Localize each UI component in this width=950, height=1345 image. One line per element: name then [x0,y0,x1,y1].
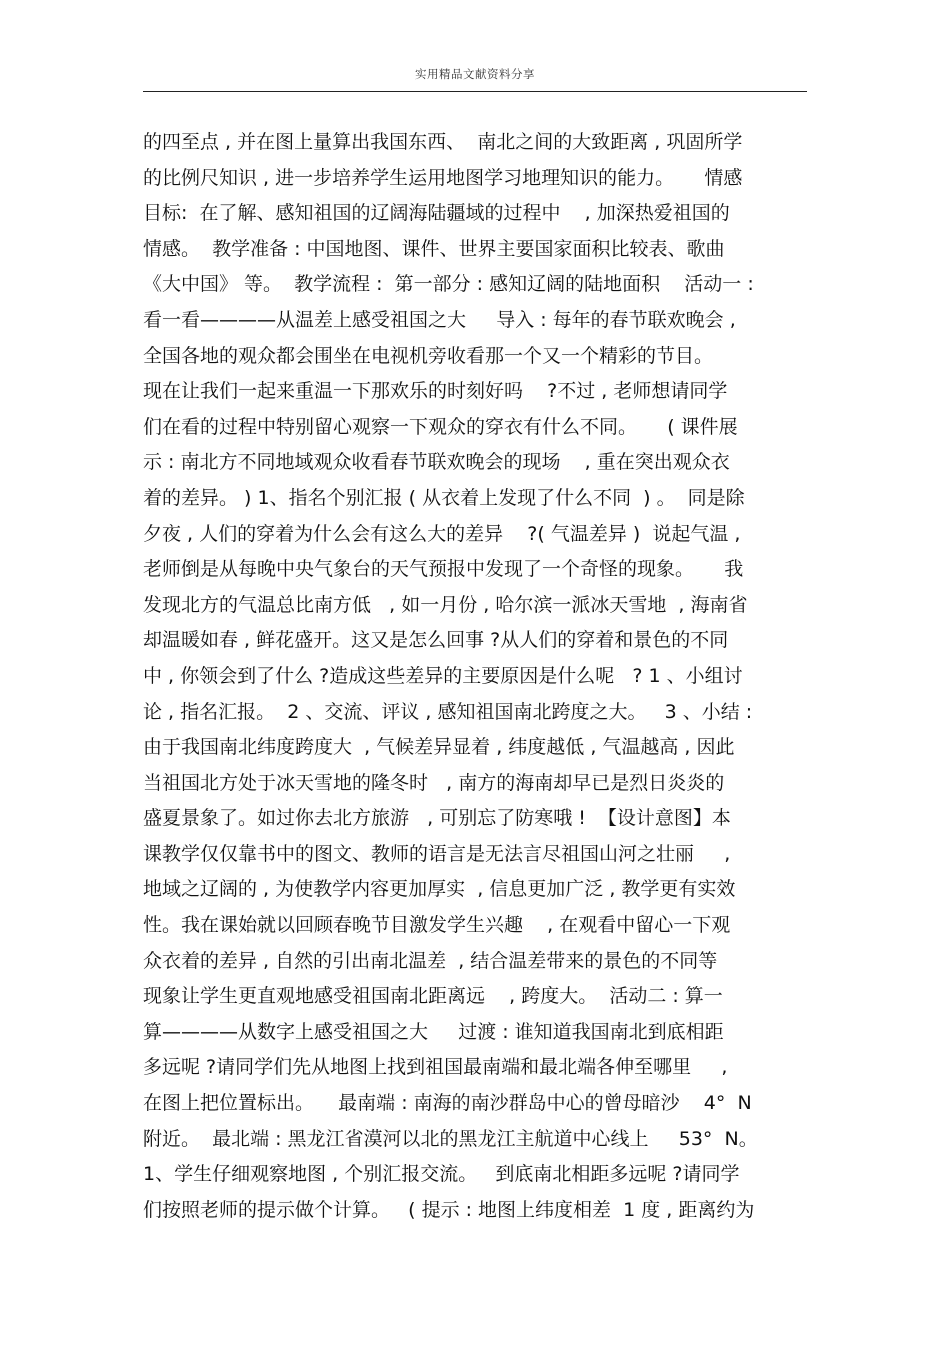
text-line: 由于我国南北纬度跨度大 , 气候差异显着 , 纬度越低 , 气温越高 , 因此 [143,736,735,759]
text-line: 情感。 教学准备 : 中国地图、课件、世界主要国家面积比较表、歌曲 [143,237,725,260]
text-line: 当祖国北方处于冰天雪地的隆冬时 , 南方的海南却早已是烈日炎炎的 [143,771,725,794]
text-line: 目标: 在了解、感知祖国的辽阔海陆疆域的过程中 , 加深热爱祖国的 [143,202,730,225]
text-line: 1、学生仔细观察地图 , 个别汇报交流。 到底南北相距多远呢 ?请同学 [143,1163,740,1186]
text-line: 论 , 指名汇报。 2 、交流、评议 , 感知祖国南北跨度之大。 3 、小结 : [143,700,753,723]
page-header: 实用精品文献资料分享 [415,67,535,81]
text-line: 着的差异。 ) 1、指名个别汇报 ( 从衣着上发现了什么不同 ) 。 同是除 [143,486,745,509]
text-line: 《大中国》 等。 教学流程 : 第一部分 : 感知辽阔的陆地面积 活动一 : [143,273,754,296]
text-line: 老师倒是从每晚中央气象台的天气预报中发现了一个奇怪的现象。 我 [143,558,744,581]
text-line: 全国各地的观众都会围坐在电视机旁收看那一个又一个精彩的节目。 [143,344,714,367]
text-line: 发现北方的气温总比南方低 , 如一月份 , 哈尔滨一派冰天雪地 , 海南省 [143,593,748,616]
text-line: 的比例尺知识 , 进一步培养学生运用地图学习地理知识的能力。 情感 [143,166,743,189]
text-line: 众衣着的差异 , 自然的引出南北温差 , 结合温差带来的景色的不同等 [143,949,718,972]
text-line: 地域之辽阔的 , 为使教学内容更加厚实 , 信息更加广泛 , 教学更有实效 [143,878,736,901]
text-line: 课教学仅仅靠书中的图文、教师的语言是无法言尽祖国山河之壮丽 , [143,842,731,865]
text-line: 多远呢 ?请同学们先从地图上找到祖国最南端和最北端各伸至哪里 , [143,1056,728,1079]
text-line: 性。我在课始就以回顾春晚节目激发学生兴趣 , 在观看中留心一下观 [143,914,731,937]
text-line: 却温暖如春 , 鲜花盛开。这又是怎么回事 ?从人们的穿着和景色的不同 [143,629,729,652]
text-line: 现在让我们一起来重温一下那欢乐的时刻好吗 ?不过 , 老师想请同学 [143,380,728,403]
text-line: 现象让学生更直观地感受祖国南北距离远 , 跨度大。 活动二 : 算一 [143,985,723,1008]
text-line: 示 : 南北方不同地域观众收看春节联欢晚会的现场 , 重在突出观众衣 [143,451,730,474]
header-divider [143,91,807,92]
text-line: 盛夏景象了。如过你去北方旅游 , 可别忘了防寒哦 ! 【设计意图】本 [143,807,731,830]
document-body [143,125,813,1228]
text-line: 夕夜 , 人们的穿着为什么会有这么大的差异 ?( 气温差异 ) 说起气温 , [143,522,741,545]
text-line: 的四至点 , 并在图上量算出我国东西、 南北之间的大致距离 , 巩固所学 [143,131,743,153]
text-line: 中 , 你领会到了什么 ?造成这些差异的主要原因是什么呢 ? 1 、小组讨 [143,664,743,687]
text-line: 看一看————从温差上感受祖国之大 导入 : 每年的春节联欢晚会 , [143,308,736,331]
text-line: 们按照老师的提示做个计算。 ( 提示 : 地图上纬度相差 1 度 , 距离约为 [143,1198,755,1221]
text-line: 们在看的过程中特别留心观察一下观众的穿衣有什么不同。 ( 课件展 [143,415,738,438]
text-line: 在图上把位置标出。 最南端 : 南海的南沙群岛中心的曾母暗沙 4° N [143,1092,752,1115]
text-line: 附近。 最北端 : 黑龙江省漠河以北的黑龙江主航道中心线上 53° N。 [143,1127,758,1150]
text-line: 算————从数字上感受祖国之大 过渡 : 谁知道我国南北到底相距 [143,1020,724,1043]
